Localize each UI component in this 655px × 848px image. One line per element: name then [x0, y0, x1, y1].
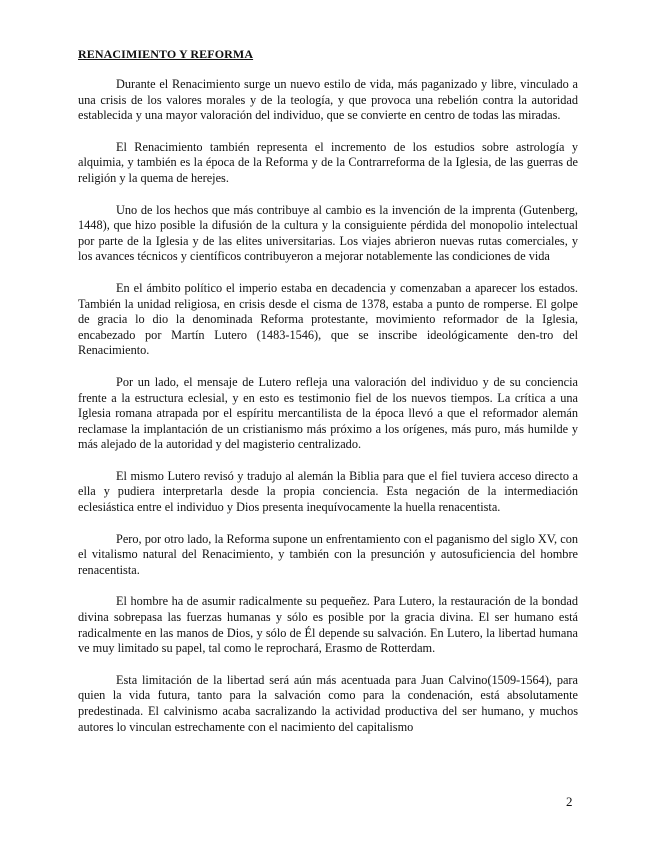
paragraph-calvino: Esta limitación de la libertad será aún más acentuada para Juan Calvino(1509-1564), para quien la vida futura, tanto para la salvación como para la condenación, está absolutamente predestinada. El calvinismo acaba sacralizando la actividad productiva del ser humano, y muchos autores lo vinculan estrechamente con el nacimiento del capitalismo [78, 672, 578, 734]
paragraph-ambito-politico: En el ámbito político el imperio estaba en decadencia y comenzaban a aparecer los estados. También la unidad religiosa, en crisis desde el cisma de 1378, estaba a punto de romperse. El golpe de gracia lo dio la denominada Reforma protestante, movimiento reformador de la Iglesia, encabezado por Martín Lutero (1483-1546), que se inscribe ideológicamente den-tro del Renacimiento. [78, 280, 578, 358]
paragraph-renacimiento-estilo: Durante el Renacimiento surge un nuevo estilo de vida, más paganizado y libre, vinculado a una crisis de los valores morales y de la teología, y que provoca una rebelión contra la autoridad establecida y una mayor valoración del individuo, que se convierte en centro de todas las miradas. [78, 77, 578, 123]
paragraph-astrologia-reforma: El Renacimiento también representa el incremento de los estudios sobre astrología y alquimia, y también es la época de la Reforma y de la Contrarreforma de la Iglesia, de las guerras de religión y la quema de herejes. [78, 139, 578, 185]
paragraph-imprenta: Uno de los hechos que más contribuye al cambio es la invención de la imprenta (Gutenberg, 1448), que hizo posible la difusión de la cultura y la consiguiente pérdida del monopolio intelectual por parte de la Iglesia y de las elites universitarias. Los viajes abrieron nuevas rutas comerciales, y los avances técnicos y científicos contribuyeron a mejorar notablemente las condiciones de vida [78, 202, 578, 264]
document-title: RENACIMIENTO Y REFORMA [78, 47, 254, 61]
page-number: 2 [566, 794, 573, 809]
paragraph-pequenez-hombre: El hombre ha de asumir radicalmente su pequeñez. Para Lutero, la restauración de la bondad divina sobrepasa las fuerzas humanas y sólo es posible por la gracia divina. El ser humano está radicalmente en las manos de Dios, y sólo de Él depende su salvación. En Lutero, la libertad humana ve muy limitado su papel, tal como le reprochará, Erasmo de Rotterdam. [78, 594, 578, 656]
paragraph-enfrentamiento-paganismo: Pero, por otro lado, la Reforma supone un enfrentamiento con el paganismo del siglo XV, con el vitalismo natural del Renacimiento, y también con la presunción y autosuficiencia del hombre renacentista. [78, 531, 578, 577]
paragraph-biblia-traduccion: El mismo Lutero revisó y tradujo al alemán la Biblia para que el fiel tuviera acceso directo a ella y pudiera interpretarla desde la propia conciencia. Esta negación de la intermediación eclesiástica entre el individuo y Dios presenta inequívocamente la huella renacentista. [78, 468, 578, 515]
page-content [78, 46, 578, 751]
paragraph-mensaje-lutero: Por un lado, el mensaje de Lutero refleja una valoración del individuo y de su conciencia frente a la estructura eclesial, y en esto es testimonio fiel de los nuevos tiempos. La crítica a una Iglesia romana atrapada por el espíritu mercantilista de la época llevó a que el reformador alemán reclamase la implantación de un cristianismo más próximo a los orígenes, más puro, más humilde y más alejado de la autoridad y del magisterio centralizado. [78, 374, 578, 452]
